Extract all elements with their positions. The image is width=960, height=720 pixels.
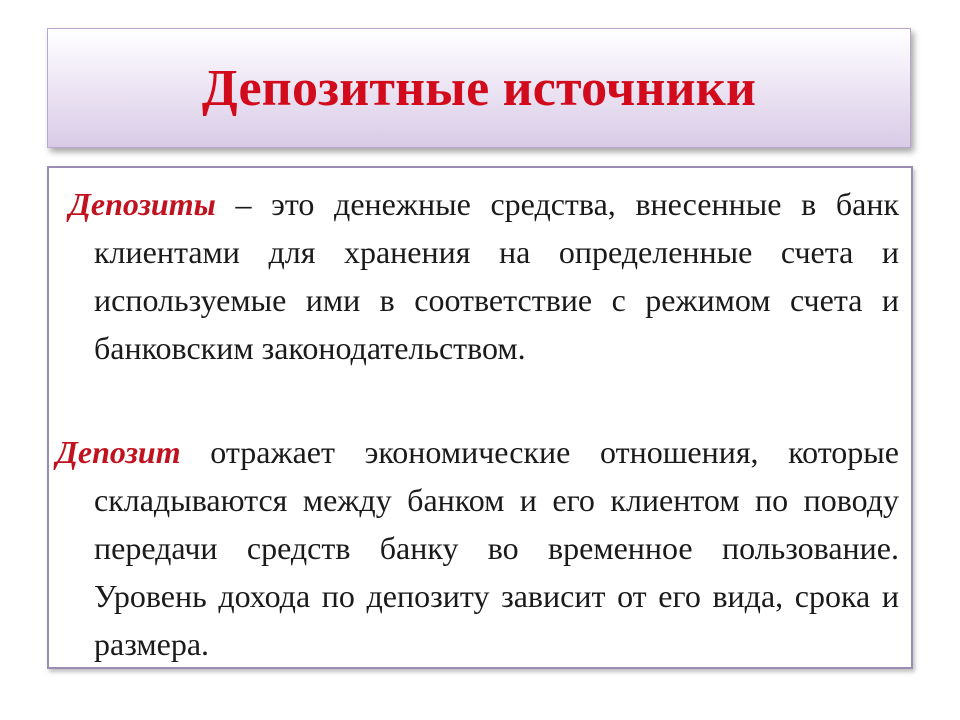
paragraph-deposits	[49, 180, 911, 372]
paragraph-deposit	[49, 428, 911, 668]
paragraph-deposit-text: отражает экономические отношения, которые складываются между банком и его клиентом по поводу передачи средств банку во временное пользование. Уровень дохода по депозиту зависит от его вида, срока и размера.	[94, 434, 899, 662]
slide-title: Депозитные источники	[201, 59, 757, 117]
term-deposits: Депозиты	[69, 186, 216, 222]
title-box	[47, 28, 911, 148]
term-deposit: Депозит	[56, 434, 181, 470]
content-box	[47, 166, 913, 669]
paragraph-deposits-text: – это денежные средства, внесенные в банк клиентами для хранения на определенные счета и используемые ими в соответствие с режимом счета и банковским законодательством.	[94, 186, 899, 366]
